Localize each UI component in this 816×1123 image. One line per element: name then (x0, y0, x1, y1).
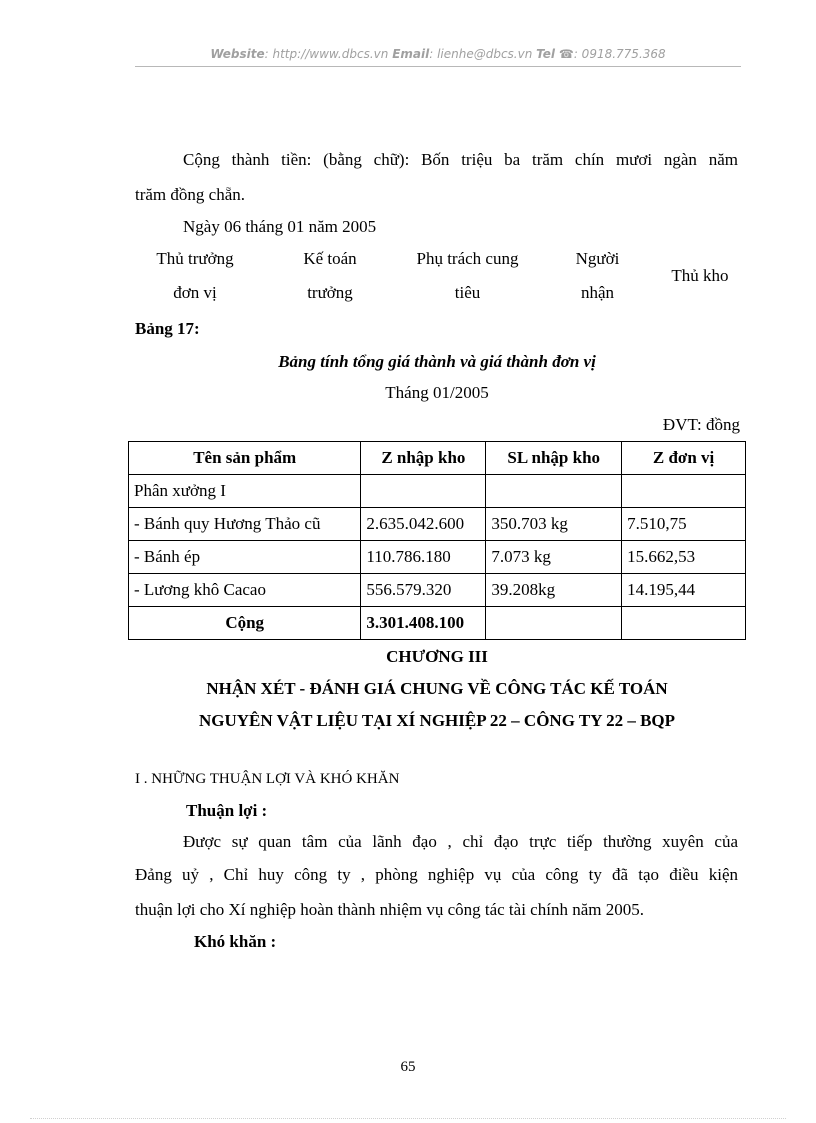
table-cell: 556.579.320 (361, 574, 486, 607)
page-header (135, 47, 741, 61)
header-z-import: Z nhập kho (361, 442, 486, 475)
signature-chief-accountant-line-1: Kế toán (303, 249, 357, 268)
cost-table (128, 441, 746, 640)
advantage-line-3: thuận lợi cho Xí nghiệp hoàn thành nhiệm vụ công tác tài chính năm 2005. (135, 900, 644, 919)
total-z-import: 3.301.408.100 (361, 607, 486, 640)
table-row (129, 574, 746, 607)
header-z-unit: Z đơn vị (622, 442, 746, 475)
website-value: : http://www.dbcs.vn (264, 47, 389, 61)
table-row (129, 541, 746, 574)
advantage-heading: Thuận lợi : (186, 801, 268, 820)
phone-icon: ☎ (558, 47, 574, 61)
signature-storekeeper (655, 259, 745, 293)
table-row (129, 475, 746, 508)
table-label: Bảng 17: (135, 319, 200, 338)
table-total-row (129, 607, 746, 640)
table-cell (622, 475, 746, 508)
signature-director-line-1: Thủ trưởng (156, 249, 234, 268)
table-cell: 7.073 kg (486, 541, 622, 574)
table-cell: 14.195,44 (622, 574, 746, 607)
header-divider (135, 66, 741, 67)
header-product: Tên sản phẩm (129, 442, 361, 475)
table-cell: 350.703 kg (486, 508, 622, 541)
unit-label: ĐVT: đồng (662, 415, 740, 434)
table-cell: - Lương khô Cacao (129, 574, 361, 607)
chapter-title-line-1: NHẬN XÉT - ĐÁNH GIÁ CHUNG VỀ CÔNG TÁC KẾ TOÁN (206, 679, 668, 698)
chapter-title-line-2: NGUYÊN VẬT LIỆU TẠI XÍ NGHIỆP 22 – CÔNG TY 22 – BQP (198, 711, 676, 730)
total-label: Cộng (129, 607, 361, 640)
signature-director-line-2: đơn vị (173, 283, 217, 302)
date-line: Ngày 06 tháng 01 năm 2005 (183, 217, 377, 236)
header-qty-import: SL nhập kho (486, 442, 622, 475)
signature-director (135, 242, 255, 310)
tel-value: : 0918.775.368 (573, 47, 666, 61)
signature-receiver-line-1: Người (575, 249, 620, 268)
table-cell: - Bánh ép (129, 541, 361, 574)
website-label: Website (210, 47, 265, 61)
advantage-line-1: Được sự quan tâm của lãnh đạo , chỉ đạo trực tiếp thường xuyên của (183, 832, 738, 851)
table-title: Bảng tính tổng giá thành và giá thành đơn vị (278, 352, 596, 371)
signature-receiver-line-2: nhận (580, 283, 615, 302)
table-cell (622, 607, 746, 640)
page-number: 65 (400, 1059, 416, 1075)
table-cell: - Bánh quy Hương Thảo cũ (129, 508, 361, 541)
total-words-line-2: trăm đồng chẵn. (135, 185, 245, 204)
signature-chief-accountant-line-2: trưởng (307, 283, 353, 302)
table-cell: 7.510,75 (622, 508, 746, 541)
table-cell: 39.208kg (486, 574, 622, 607)
table-cell: 110.786.180 (361, 541, 486, 574)
table-cell (486, 607, 622, 640)
table-cell: 2.635.042.600 (361, 508, 486, 541)
table-cell: 15.662,53 (622, 541, 746, 574)
signature-supply-line-2: tiêu (454, 283, 481, 302)
table-cell: Phân xưởng I (129, 475, 361, 508)
signature-receiver (555, 242, 640, 310)
difficulty-heading: Khó khăn : (194, 932, 277, 951)
page-bottom-divider (30, 1118, 786, 1119)
table-month: Tháng 01/2005 (385, 383, 489, 402)
email-value: : lienhe@dbcs.vn (429, 47, 533, 61)
signature-supply-line-1: Phụ trách cung (416, 249, 519, 268)
section-heading: I . NHỮNG THUẬN LỢI VÀ KHÓ KHĂN (135, 771, 400, 787)
tel-label: Tel (536, 47, 556, 61)
total-words-line-1: Cộng thành tiền: (bằng chữ): Bốn triệu ba trăm chín mươi ngàn năm (183, 150, 738, 169)
signature-storekeeper-line-1: Thủ kho (671, 266, 729, 285)
signature-chief-accountant (280, 242, 380, 310)
advantage-line-2: Đảng uỷ , Chỉ huy công ty , phòng nghiệp vụ của công ty đã tạo điều kiện (135, 865, 738, 884)
signature-supply (395, 242, 540, 310)
table-cell (486, 475, 622, 508)
table-header-row (129, 442, 746, 475)
table-cell (361, 475, 486, 508)
email-label: Email (392, 47, 430, 61)
table-row (129, 508, 746, 541)
chapter-heading: CHƯƠNG III (386, 647, 488, 666)
